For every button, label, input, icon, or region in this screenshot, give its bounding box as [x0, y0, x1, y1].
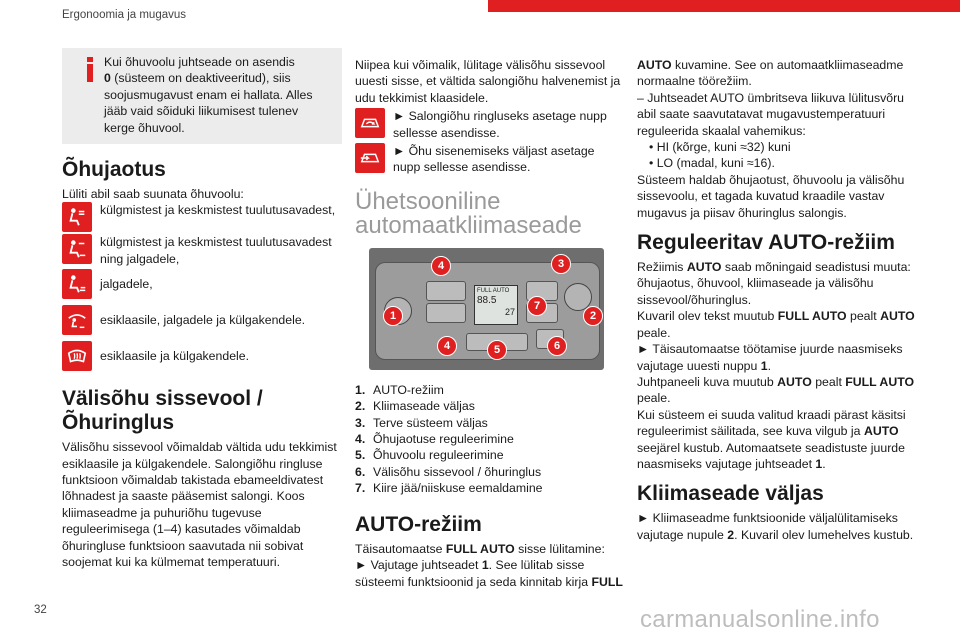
ac-off-p1: ► Kliimaseadme funktsioonide väljalülitamiseks vajutage nupule 2. Kuvaril olev lumehelves kustub. [637, 511, 914, 542]
auto-mode-p2: ► Vajutage juhtseadet 1. See lülitab sisse süsteemi funktsioonid ja seda kinnitab kirja FULL [355, 558, 623, 589]
distribution-lead: Lüliti abil saab suunata õhuvoolu: [62, 187, 244, 202]
heading-fresh-air: Välisõhu sissevool / Õhuringlus [62, 387, 263, 435]
distribution-label: külgmistest ja keskmistest tuulutusavadest, [100, 203, 336, 218]
column-3 [637, 57, 917, 543]
list-item: 1. AUTO-režiim [355, 382, 444, 397]
recirc-intro: Niipea kui võimalik, lülitage välisõhu sissevool uuesti sisse, et vältida salongiõhu halvenemist ja udu tekkimist klaasidele. [355, 58, 621, 105]
column-1 [62, 48, 342, 571]
callout-marker: 2 [583, 306, 603, 326]
fresh-air-body: Välisõhu sissevool võimaldab vältida udu tekkimist esiklaasile ja külgakendele. Salongiõhu ringluse funktsioon võimaldab takistada ebameeldivatest lõhnadest ja saaste pääsemist salongi. Koos kliimaseadme ja puhuriõhu tugevuse reguleerimisega (1–4) kasutades võimaldab õhuringluse funktsioon saavutada nii sobivat soojemat kui ka külmemat temperatuuri. [62, 440, 337, 570]
watermark: carmanualsonline.info [640, 606, 880, 633]
callout-marker: 4 [431, 256, 451, 276]
adjustable-p3: ► Täisautomaatse töötamise juurde naasmiseks vajutage uuesti nuppu 1. [637, 342, 903, 373]
distribution-label: jalgadele, [100, 277, 153, 292]
adjustable-p5: Kui süsteem ei suuda valitud kraadi pärast käsitsi reguleerimist säilitada, see kuva vilgub ja AUTO seejärel kustub. Automaatsete seadistuste juurde naasmiseks vajutage juhtseadet 1. [637, 407, 906, 471]
info-box [62, 48, 342, 144]
list-item: 2. Kliimaseade väljas [355, 399, 475, 414]
fresh-text: ► Õhu sisenemiseks väljast asetage nupp sellesse asendisse. [393, 144, 595, 175]
fresh-air-icon [355, 143, 385, 173]
callout-marker: 7 [527, 296, 547, 316]
heading-ac-off: Kliimaseade väljas [637, 482, 824, 506]
heading-adjustable-auto: Reguleeritav AUTO-režiim [637, 231, 895, 255]
info-icon [87, 57, 93, 82]
recirc-text: ► Salongiõhu ringluseks asetage nupp sellesse asendisse. [393, 109, 607, 140]
panel-button [426, 303, 466, 323]
heading-auto-climate: Ühetsooniline automaatkliimaseade [355, 187, 582, 239]
auto-mode-p1: Täisautomaatse FULL AUTO sisse lülitamine: [355, 541, 605, 556]
distribution-label: esiklaasile, jalgadele ja külgakendele. [100, 313, 306, 328]
distribution-item [62, 234, 342, 267]
callout-marker: 6 [547, 336, 567, 356]
legend-list [355, 382, 625, 497]
bullet-item: • HI (kõrge, kuni ≈32) kuni [649, 140, 791, 155]
panel-button [426, 281, 466, 301]
auto-cont-p1: AUTO kuvamine. See on automaatkliimaseadme normaalne töörežiim. [637, 58, 904, 89]
section-header: Ergonoomia ja mugavus [62, 9, 187, 21]
distribution-item [62, 202, 342, 232]
list-item: 4. Õhujaotuse reguleerimine [355, 432, 514, 447]
callout-marker: 1 [383, 306, 403, 326]
air-to-feet-icon [62, 269, 92, 299]
air-to-face-icon [62, 202, 92, 232]
distribution-item [62, 305, 342, 335]
info-text: Kui õhuvoolu juhtseade on asendis 0 (süsteem on deaktiveeritud), siis soojusmugavust enam ei hallata. Alles jääb vaid sõiduki liikumisest tulenev kerge õhuvool. [104, 55, 313, 135]
page-number: 32 [34, 604, 47, 616]
distribution-label: külgmistest ja keskmistest tuulutusavadest ning jalgadele, [100, 235, 332, 266]
callout-marker: 5 [487, 340, 507, 360]
list-item: 3. Terve süsteem väljas [355, 415, 488, 430]
recirculation-icon [355, 108, 385, 138]
auto-cont-p3: Süsteem haldab õhujaotust, õhuvoolu ja välisõhu sissevoolu, et tagada kuvatud kraadile vastav mugavus ja piisav õhuringlus salongis. [637, 172, 905, 220]
air-to-windscreen-and-feet-icon [62, 305, 92, 335]
header-accent-bar [488, 0, 960, 12]
adjustable-p2: Kuvaril olev tekst muutub FULL AUTO pealt AUTO peale. [637, 309, 915, 340]
distribution-label: esiklaasile ja külgakendele. [100, 349, 250, 364]
adjustable-p4: Juhtpaneeli kuva muutub AUTO pealt FULL AUTO peale. [637, 374, 915, 406]
list-item: 5. Õhuvoolu reguleerimine [355, 448, 504, 463]
distribution-item [62, 269, 342, 299]
climate-panel-image [369, 248, 604, 370]
heading-auto-mode: AUTO-režiim [355, 512, 482, 536]
bullet-item: • LO (madal, kuni ≈16). [649, 156, 775, 171]
adjustable-p1: Režiimis AUTO saab mõningaid seadistusi muuta: õhujaotus, õhuvool, kliimaseade ja välisõhu sissevool/õhuringlus. [637, 260, 911, 307]
distribution-item [62, 341, 342, 371]
callout-marker: 4 [437, 336, 457, 356]
panel-display: FULL AUTO 88.5 27 [474, 285, 518, 325]
callout-marker: 3 [551, 254, 571, 274]
air-to-face-and-feet-icon [62, 234, 92, 264]
list-item: 7. Kiire jää/niiskuse eemaldamine [355, 481, 543, 496]
auto-cont-p2: – Juhtseadet AUTO ümbritseva liikuva lülitusvõru abil saate saavutatavat mugavustemperatuuri reguleerida skaalal vahemikus: [637, 90, 905, 138]
list-item: 6. Välisõhu sissevool / õhuringlus [355, 464, 542, 479]
column-2 [355, 57, 625, 590]
fresh-item [355, 143, 625, 176]
heading-air-distribution: Õhujaotus [62, 158, 166, 182]
recirc-item [355, 108, 625, 141]
defrost-windscreen-icon [62, 341, 92, 371]
